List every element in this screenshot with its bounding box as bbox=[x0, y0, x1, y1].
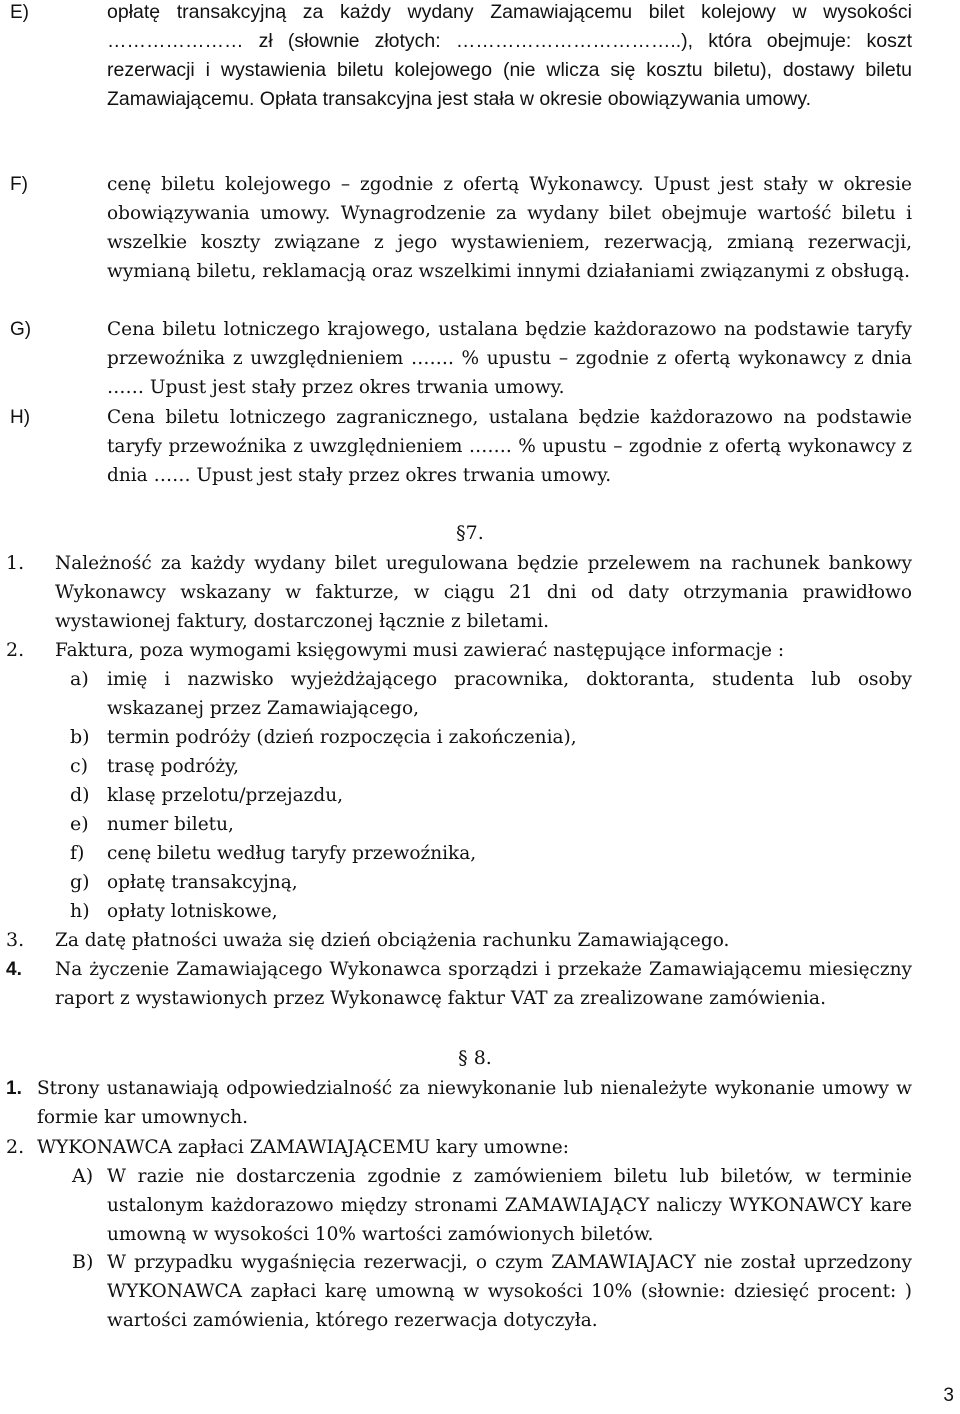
sub-item-text: opłatę transakcyjną, bbox=[107, 872, 298, 893]
sub-item-label: b) bbox=[70, 726, 90, 748]
sub-item-text: imię i nazwisko wyjeżdżającego pracownika, doktoranta, studenta lub osoby wskazanej przez Zamawiającego, bbox=[107, 669, 912, 719]
sub-item-label: a) bbox=[70, 668, 89, 690]
sub-item-label: c) bbox=[70, 755, 89, 777]
item-label: 2. bbox=[6, 639, 25, 661]
sub-item-text: numer biletu, bbox=[107, 814, 234, 835]
item-label: 1. bbox=[6, 552, 25, 574]
sub-item-label: e) bbox=[70, 813, 89, 835]
section-8-heading: § 8. bbox=[458, 1047, 492, 1069]
sub-item-label: f) bbox=[70, 842, 85, 864]
sub-item-text: klasę przelotu/przejazdu, bbox=[107, 785, 344, 806]
sub-item-label: B) bbox=[72, 1251, 94, 1273]
item-text: Cena biletu lotniczego krajowego, ustalana będzie każdorazowo na podstawie taryfy przewoźnika z uwzględnieniem ……. % upustu – zgodnie z ofertą wykonawcy z dnia …… Upust jest stały przez okres trwania umowy. bbox=[107, 319, 912, 398]
sub-item-label: g) bbox=[70, 871, 90, 893]
item-label: H) bbox=[10, 407, 31, 428]
item-label: E) bbox=[10, 2, 29, 23]
item-text: opłatę transakcyjną za każdy wydany Zamawiającemu bilet kolejowy w wysokości ………………… zł (słownie złotych: ……………………………..), która obejmuje: koszt rezerwacji i wystawienia biletu kolejowego (nie wlicza się kosztu biletu), dostawy biletu Zamawiającemu. Opłata transakcyjna jest stała w okresie obowiązywania umowy. bbox=[107, 1, 912, 110]
sub-item-label: h) bbox=[70, 900, 90, 922]
sub-item-text: termin podróży (dzień rozpoczęcia i zakończenia), bbox=[107, 727, 577, 748]
item-text: Strony ustanawiają odpowiedzialność za niewykonanie lub nienależyte wykonanie umowy w formie kar umownych. bbox=[37, 1078, 912, 1128]
item-label: G) bbox=[10, 319, 32, 340]
item-text: Faktura, poza wymogami księgowymi musi zawierać następujące informacje : bbox=[55, 640, 785, 661]
sub-item-text: cenę biletu według taryfy przewoźnika, bbox=[107, 843, 477, 864]
page-number: 3 bbox=[943, 1385, 954, 1406]
sub-item-label: A) bbox=[72, 1165, 94, 1187]
item-text: Cena biletu lotniczego zagranicznego, ustalana będzie każdorazowo na podstawie taryfy przewoźnika z uwzględnieniem ……. % upustu – zgodnie z ofertą wykonawcy z dnia …… Upust jest stały przez okres trwania umowy. bbox=[107, 407, 912, 486]
sub-item-text: W razie nie dostarczenia zgodnie z zamówieniem biletu lub biletów, w terminie ustalonym każdorazowo między stronami ZAMAWIAJĄCY naliczy WYKONAWCY kare umowną w wysokości 10% wartości zamówionych biletów. bbox=[107, 1166, 912, 1245]
item-label: 1. bbox=[6, 1078, 22, 1099]
sub-item-text: trasę podróży, bbox=[107, 756, 240, 777]
sub-item-text: W przypadku wygaśnięcia rezerwacji, o czym ZAMAWIAJACY nie został uprzedzony WYKONAWCA zapłaci karę umowną w wysokości 10% (słownie: dziesięć procent: ) wartości zamówienia, którego rezerwacja dotyczyła. bbox=[107, 1252, 912, 1331]
item-label: 4. bbox=[6, 959, 22, 980]
sub-item-text: opłaty lotniskowe, bbox=[107, 901, 278, 922]
item-label: F) bbox=[10, 174, 28, 195]
item-label: 3. bbox=[6, 929, 25, 951]
item-text: Za datę płatności uważa się dzień obciążenia rachunku Zamawiającego. bbox=[55, 930, 730, 951]
item-text: Na życzenie Zamawiającego Wykonawca sporządzi i przekaże Zamawiającemu miesięczny raport z wystawionych przez Wykonawcę faktur VAT za zrealizowane zamówienia. bbox=[55, 959, 912, 1009]
item-text: WYKONAWCA zapłaci ZAMAWIAJĄCEMU kary umowne: bbox=[37, 1137, 569, 1158]
item-text: cenę biletu kolejowego – zgodnie z ofertą Wykonawcy. Upust jest stały w okresie obowiązywania umowy. Wynagrodzenie za wydany bilet obejmuje wartość biletu i wszelkie koszty związane z jego wystawieniem, rezerwacją, zmianą rezerwacji, wymianą biletu, reklamacją oraz wszelkimi innymi działaniami związanymi z obsługą. bbox=[107, 174, 912, 282]
sub-item-label: d) bbox=[70, 784, 90, 806]
item-text: Należność za każdy wydany bilet uregulowana będzie przelewem na rachunek bankowy Wykonawcy wskazany w fakturze, w ciągu 21 dni od daty otrzymania prawidłowo wystawionej faktury, dostarczonej łącznie z biletami. bbox=[55, 553, 912, 632]
item-label: 2. bbox=[6, 1136, 25, 1158]
section-7-heading: §7. bbox=[456, 522, 484, 544]
